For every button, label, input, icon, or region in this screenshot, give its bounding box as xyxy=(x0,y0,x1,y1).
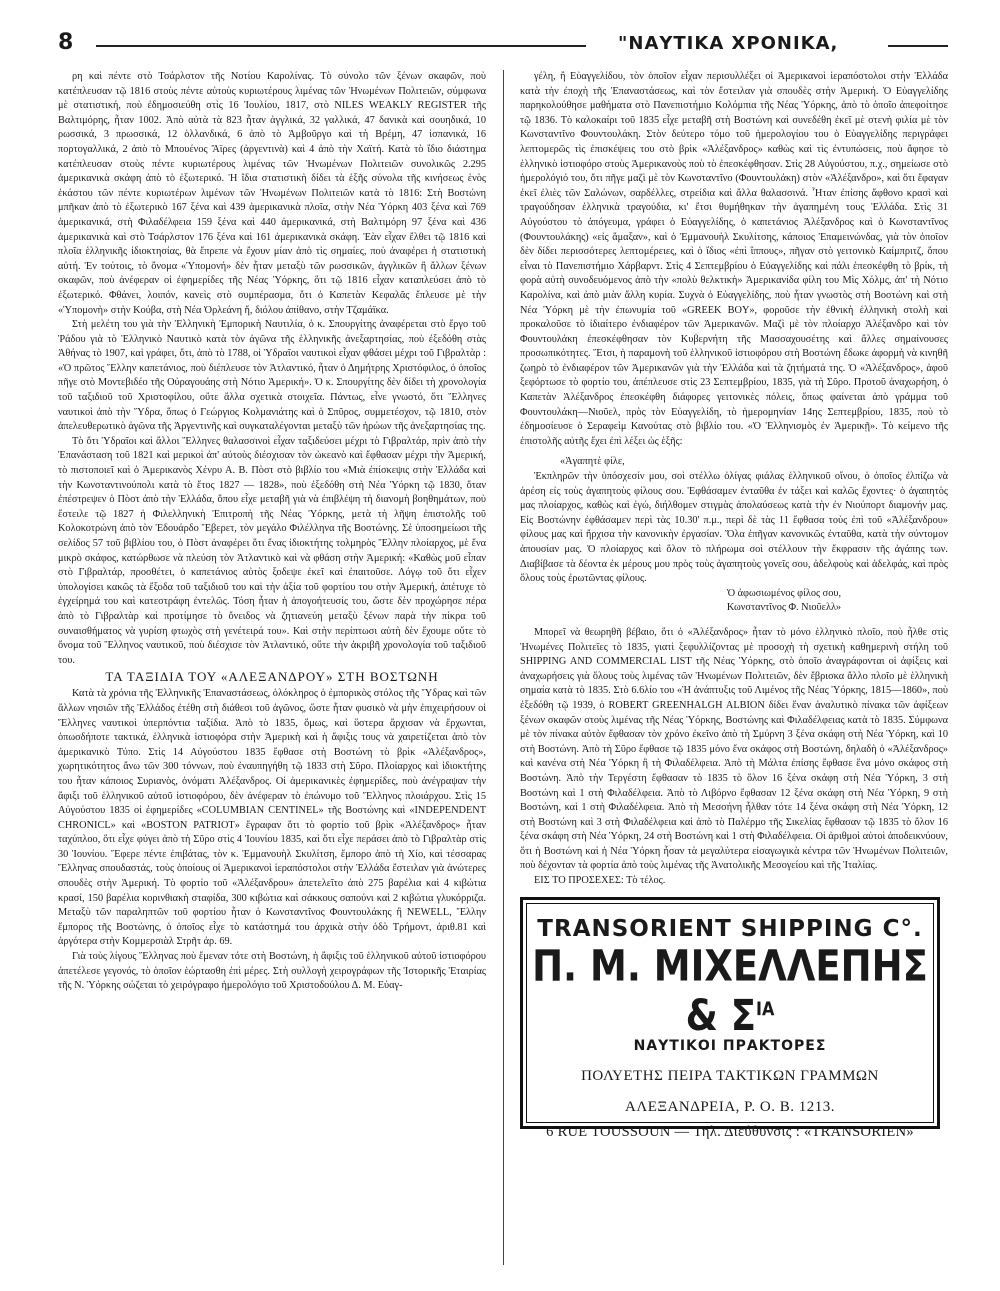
letter-greeting: «Ἀγαπητὲ φίλε, xyxy=(560,456,625,468)
paragraph: ρη καὶ πέντε στὸ Τσάρλστον τῆς Νοτίου Καρολίνας. Τὸ σύνολο τῶν ξένων σκαφῶν, ποὺ κατέπλευσαν τῷ 1816 στοὺς πέντε αὐτοὺς κυριωτέρους λιμένας τῶν Ἡνωμένων Πολιτειῶν, σύμφωνα μὲ στατιστική, ποὺ ἐδημοσιεύθη στὶς 16 Ἰουλίου, 1817, στὸ NILES WEAKLY REGISTER τῆς Βαλτιμόρης, ἦταν 1002. Ἀπὸ αὐτὰ τὰ 823 ἦταν ἀγγλικά, 32 γαλλικά, 47 δανικὰ καὶ σουηδικά, 10 ρωσσικά, 3 πρωσσικά, 12 ὁλλανδικά, 6 ἀπὸ τὸ Ἀμβοῦργο καὶ τὴ Βρέμη, 47 ἱσπανικά, 16 πορτογαλλικά, 2 ἀπὸ τὸ Μπουένος Ἄϊρες (ἀργεντινὰ) καὶ 4 ἀπὸ τὴν Χαϊτή. Κατὰ τὸ ἴδιο διάστημα κατέπλευσαν στοὺς πέντε κυριωτέρους λιμένας τῶν Ἡνωμένων Πολιτειῶν συνολικῶς 2.295 ἀμερικανικὰ σκάφη ἀπὸ τὸ ἐξωτερικό. Ἡ ἴδια στατιστικὴ δίδει τὰ ἑξῆς σύνολα τῆς κινήσεως ἑνὸς ἑκάστου τῶν πέντε κυριωτέρων λιμένων τῶν Ἡνωμένων Πολιτειῶν κατὰ τὸ 1816: Στὴ Βοστώνη μπῆκαν ἀπὸ τὸ ἐξωτερικὸ 167 ξένα καὶ 439 ἀμερικανικὰ πλοῖα, στὴν Νέα Ὑόρκη 403 ξένα καὶ 769 ἀμερικανικά, στὴ Φιλαδέλφεια 159 ξένα καὶ 440 ἀμερικανικά, στὴ Βαλτιμόρη 97 ξένα καὶ 436 ἀμερικανικὰ καὶ στὸ Τσάρλστον 176 ξένα καὶ 161 ἀμερικανικὰ σκάφη. Ἐὰν εἶχαν ἔλθει τῷ 1816 καὶ πλοῖα ἑλληνικῆς ἰδιοκτησίας, θὰ ἔπρεπε νὰ ἔχουν μίαν ἀπὸ τὶς σημαίες, ποὺ ἀναφέρει ἡ στατιστικὴ αὐτή. Ἐν τούτοις, τὸ ὄνομα «Ὑπομονή» δὲν ἦταν μεταξὺ τῶν ρωσσικῶν, ἀγγλικῶν ἢ ἄλλων ξένων σκαφῶν, ποὺ ἀνέφεραν οἱ ἐφημερίδες τῆς Νέας Ὑόρκης, ὅτι τῷ 1816 εἶχαν καταπλεύσει ἀπὸ τὸ ἐξωτερικό. Φθάνει, λοιπόν, κανεὶς στὸ συμπέρασμα, ὅτι ὁ Καπετὰν Κεφαλᾶς ἔπλευσε μὲ τὴν «Ὑπομονὴ» στὴν Κούβα, στὴ Νέα Ὀρλεάνη ἤ, διόλου ἀπίθανο, στὴν Τζαμάϊκα. xyxy=(58,71,486,316)
advertisement-box xyxy=(520,897,940,1140)
column-divider xyxy=(503,70,504,1265)
article-columns xyxy=(58,70,948,1270)
paragraph: γέλη, ἢ Εὐαγγελίδου, τὸν ὁποῖον εἶχαν περισυλλέξει οἱ Ἀμερικανοὶ ἱεραπόστολοι στὴν Ἑλλάδα κατὰ τὴν ἐποχὴ τῆς Ἐπαναστάσεως, καὶ τὸν ἔστειλαν γιὰ σπουδὲς στὴν Ἀμερική. Ὁ Εὐαγγελίδης παρηκολούθησε μαθήματα στὸ Πανεπιστήμιο Κολόμπια τῆς Νέας Ὑόρκης, ἀπὸ τὸ ὁποῖο ἀπεφοίτησε τῷ 1836. Τὸ καλοκαίρι τοῦ 1835 εἶχε μεταβῆ στὴ Βοστώνη καὶ συνεδέθη ἐκεῖ μὲ στενὴ φιλία μὲ τὸν Κωνσταντῖνο Φουντουλάκη. Στὸν δεύτερο τόμο τοῦ ἡμερολογίου του ὁ Εὐαγγελίδης περιγράφει λεπτομερῶς τὶς ἐπισκέψεις του στὸ βρὶκ «Ἀλέξανδρος» καθὼς καὶ τὶς ἐντυπώσεις, ποὺ ἄφησε τὸ ἑλληνικὸ ἱστιοφόρο στοὺς Ἀμερικανοὺς ποὺ τὸ ἐπεσκέφθησαν. Στὶς 28 Αὐγούστου, π.χ., σημείωσε στὸ ἡμερολόγιό του, ὅτι πῆγε μαζὶ μὲ τὸν Κωνσταντῖνο (Φουντουλάκη) στὸν «Ἀλέξανδρο», καὶ ὅτι ἔφαγαν ἐκεῖ ἐλιὲς τῶν Σαλώνων, σαρδέλλες, στρείδια καὶ ἄλλα θαλασσινά. Ἦταν ἐπίσης ἄφθονο κρασὶ καὶ τραγούδησαν ἑλληνικὰ τραγούδια, κι' ἔτσι θυμήθηκαν τὴν ἀγαπημένη τους Ἑλλάδα. Στὶς 31 Αὐγούστου τὸ ἀπόγευμα, γράφει ὁ Εὐαγγελίδης, ὁ καπετάνιος Ἀλέξανδρος καὶ ὁ Κωνσταντῖνος (Φουντουλάκης) «εἰς ἅμαξαν», καὶ ὁ Ἐμμανουὴλ Σκυλίτσης, κάποιος Ἐπαμεινώνδας, γιὰ τὸν ὁποῖον δὲν δίδει περισσότερες λεπτομέρειες, καὶ ὁ ἴδιος «ἐπὶ ἵππους», πῆγαν στὸ γειτονικὸ Καίμπριτζ, ὅπου εἶναι τὸ Πανεπιστήμιο Χάρβαρντ. Στὶς 4 Σεπτεμβρίου ὁ Εὐαγγελίδης καὶ πάλι ἐπεσκέφθη τὸ βρίκ, τὴ φορὰ αὐτὴ συνοδευόμενος ἀπὸ τὴν «πολὺ θελκτικὴ» Ἀμερικανίδα φίλη του Μὶς Χόλμς, ἀπ' τὴ Νότιο Καρολίνα, καὶ ἀπὸ μιὰν ἄλλη κυρία. Συχνὰ ὁ Εὐαγγελίδης, ποὺ ἦταν γνωστὸς στὴ Βοστώνη καὶ στὴ Νέα Ὑόρκη μὲ τὴν ἐπωνυμία τοῦ «GREEK BOY», φοροῦσε τὴν ἐθνικὴ ἑλληνικὴ στολὴ καὶ προκαλοῦσε τὸ ἰδιαίτερο ἐνδιαφέρον τῶν Ἀμερικανῶν. Μαζὶ μὲ τὸν πλοίαρχο Ἀλέξανδρο καὶ τὸν Φουντουλάκη ἐπεσκέφθησαν τὸν Κυβερνήτη τῆς Μασσαχουσέτης καὶ ἄλλες σημαίνουσες προσωπικότητες. Ἔτσι, ἡ παραμονὴ τοῦ ἑλληνικοῦ ἱστιοφόρου στὴ Βοστώνη ἔδωκε ἀφορμὴ νὰ κινηθῆ ζωηρὸ τὸ ἐνδιαφέρον τῶν Ἀμερικανῶν γιὰ τὴν Ἑλλάδα καὶ τὰ ζητήματά της. Ὁ «Ἀλέξανδρος», ἀφοῦ ξεφόρτωσε τὸ φορτίο του, ἀπέπλευσε στὶς 23 Σεπτεμβρίου, 1835, γιὰ τὴ Σῦρο. Προτοῦ ἀναχωρήση, ὁ Καπετὰν Ἀλέξανδρος ἐπεσκέφθη διάφορες γειτονικὲς πόλεις, ὅπως φαίνεται ἀπὸ γράμμα τοῦ Φουντουλάκη—Νιοῦελ, πρὸς τὸν Εὐαγγελίδη, τὸ ἡμερομηνίαν 14ης Σεπτεμβρίου, 1835, ποὺ τὸ ἐδημοσίευσε ὁ Σεραφεὶμ Κανούτας στὸ βιβλίο του. «Ὁ Ἑλληνισμὸς ἐν Ἀμερικῇ». Τὸ κείμενο τῆς ἐπιστολῆς αὐτῆς ἔχει ἐπὶ λέξει ὡς ἑξῆς: xyxy=(520,71,948,447)
page-header xyxy=(58,30,948,64)
right-column xyxy=(520,70,948,1270)
newspaper-page xyxy=(58,30,948,1270)
ad-address: ΑΛΕΞΑΝΔΡΕΙΑ, Ρ. Ο. Β. 1213. xyxy=(625,1098,835,1115)
left-column xyxy=(58,70,486,1270)
ad-subtitle: ΝΑΥΤΙΚΟΙ ΠΡΑΚΤΟΡΕΣ xyxy=(633,1037,827,1054)
paragraph: Στὴ μελέτη του γιὰ τὴν Ἑλληνικὴ Ἐμπορικὴ Ναυτιλία, ὁ κ. Σπουργίτης ἀναφέρεται στὸ ἔργο τοῦ Ῥάδου γιὰ τὸ Ἑλληνικὸ Ναυτικὸ κατὰ τὸν ἀγῶνα τῆς ἑλληνικῆς ἀνεξαρτησίας, ποὺ ἐξεδόθη στὰς Ἀθήνας τὸ 1907, καὶ γράφει, ὅτι, ἀπὸ τὸ 1788, οἱ Ὑδραῖοι ναυτικοὶ εἶχαν φθάσει μέχρι τοῦ Γιβραλτὰρ : «Ὁ πρῶτος Ἕλλην καπετάνιος, ποὺ διέπλευσε τὸν Ἀτλαντικό, ἦταν ὁ Δημήτρης Χριστόφιλος, ὁ ὁποῖος πῆγε στὸ Μοντεβιδέο τῆς Οὐραγουάης στὴ Νότιο Ἀμερική». Ὁ κ. Σπουργίτης δὲν δίδει τὴ χρονολογία τοῦ ταξιδιοῦ τοῦ Χριστοφίλου, οὔτε ἄλλα σχετικὰ στοιχεῖα. Πάντως, εἶνε γνωστό, ὅτι Ἕλληνες ναυτικοὶ ἀπὸ τὴν Ὕδρα, ὅπως ὁ Γεώργιος Κολμανιάτης καὶ ὁ Σπῦρος, συμμετέσχον, τῷ 1810, στὸν ἀπελευθερωτικὸ ἀγῶνα τῆς Ἀργεντινῆς καὶ συγκαταλέγονται μεταξὺ τῶν ἡρώων τῆς ἀνεξαρτησίας της. xyxy=(58,319,486,433)
letter-body: Ἐκπληρῶν τὴν ὑπόσχεσίν μου, σοὶ στέλλω ὀλίγας φιάλας ἑλληνικοῦ οἴνου, ὁ ὁποῖος ἐλπίζω νὰ ἀρέση εἰς τοὺς ἀγαπητοὺς φίλους σου. Ἐφθάσαμεν ἐνταῦθα ἐν τάξει καὶ καλῶς ἔχοντες· ὁ ἀγαπητὸς μας πλοίαρχος, καθὼς καὶ ἐγώ, διήλθομεν στιγμὰς ἀπολαύσεως κατὰ τὴν ἐν Νιούπορτ διαμονήν μας. Εἰς Βοστώνην ἐφθάσαμεν περὶ τὰς 10.30' π.μ., περὶ δὲ τὰς 11 ἔφθασα τοὺς ἐπὶ τοῦ «Ἀλέξανδρου» φίλους μας καὶ ἤρχισα τὴν κανονικὴν ἐργασίαν. Ὅλα ἐπῆγαν κανονικῶς ἐνταῦθα, κατὰ τὴν σύντομον ἀπουσίαν μας. Ὁ πλοίαρχος καὶ ὅλον τὸ πλήρωμα σοὶ στέλλουν τὴν ἔκφρασιν τῆς ἀγάπης των. Διαβίβασε τὰ δέοντα ἐκ μέρους μου πρὸς τοὺς ἀγαπητοὺς γονεῖς σου, ἀδελφοὺς καὶ ἀδελφάς, καὶ πρὸς ὅλους τοὺς ἐρωτῶντας φίλους. xyxy=(520,471,948,585)
paragraph: Κατὰ τὰ χρόνια τῆς Ἑλληνικῆς Ἐπαναστάσεως, ὁλόκληρος ὁ ἐμπορικὸς στόλος τῆς Ὕδρας καὶ τῶν ἄλλων νησιῶν τῆς Ἑλλάδος ἐτέθη στὴ διάθεσι τοῦ ἀγῶνος, ὥστε ἦταν φυσικὸ νὰ μὴν ἐπιχειρήσουν οἱ Ἕλληνες ναυτικοὶ ὑπερπόντια ταξίδια. Ἀπὸ τὸ 1835, ὅμως, καὶ ὕστερα ἄρχισαν νὰ ἔρχωνται, ὁπωσδήποτε τακτικά, ἑλληνικὰ ἱστιοφόρα στὴν Ἀμερικὴ καὶ ἡ ἄφιξις τους νὰ χαιρετίζεται ἀπὸ τὸν ἀμερικανικὸ Τύπο. Στὶς 14 Αὐγούστου 1835 ἔφθασε στὴ Βοστώνη τὸ βρὶκ «Ἀλέξανδρος», χωρητικότητος ἄνω τῶν 300 τόννων, ποὺ ἐναυπηγήθη τῷ 1833 στὴ Σῦρο. Πλοίαρχος καὶ ἰδιοκτήτης του ἦταν κάποιος Συριανὸς, ὀνόματι Ἀλέξανδρος. Οἱ ἀμερικανικὲς ἐφημερίδες, ποὺ ἀνέγραψαν τὴν ἄφιξι τοῦ ἑλληνικοῦ αὐτοῦ ἱστιοφόρου, δὲν ἀνέφεραν τὸ ἐπώνυμο τοῦ Ἕλληνος πλοιάρχου. Στὶς 15 Αὐγούστου 1835 οἱ ἐφημερίδες «COLUMBIAN CENTINEL» τῆς Βοστώνης καὶ «INDEPENDENT CHRONICL» καὶ «BOSTON PATRIOT» ἔγραφαν ὅτι τὸ φορτίο τοῦ βρὶκ «Ἀλέξανδρος» ἦταν ταχύπλοο, ὅτι εἶχε φύγει ἀπὸ τὴ Σῦρο στὶς 4 Ἰουνίου 1835, καὶ ὅτι εἶχε περάσει ἀπὸ τὸ Γιβραλτὰρ στὶς 30 Ἰουνίου. Ἔφερε πέντε ἐπιβάτας, τὸν κ. Ἐμμανουὴλ Σκυλίτση, ἔμπορο ἀπὸ τὴ Χίο, καὶ τέσσαρας Ἕλληνας σπουδαστάς, τοὺς ὁποίους οἱ Ἀμερικανοὶ ἱεραπόστολοι στὴν Ἑλλάδα ἔστειλαν γιὰ ἀνώτερες σπουδὲς στὴν Ἀμερική. Τὸ φορτίο τοῦ «Ἀλέξανδρου» ἀπετελεῖτο ἀπὸ 275 βαρέλια καὶ 4 κιβώτια κρασί, 150 βαρέλια κορινθιακὴ σταφίδα, 300 κιβώτια καὶ σάκκους σαπούνι καὶ 2 κιβώτια γλυκόρριζα. Μεταξὺ τῶν παραληπτῶν τοῦ φορτίου ἦταν ὁ Κωνσταντῖνος Φουντουλάκης ἢ NEWELL, Ἕλλην ἔμπορος τῆς Βοστώνης, ὁ ὁποῖος εἶχε τὸ κατάστημά του ἀρχικὰ στὴν ὁδὸ Τρήμοντ, ἀριθ.81 καὶ ἀργότερα στὴν Κομμερσιὰλ Στρῆτ ἀρ. 69. xyxy=(58,688,486,948)
running-title: "ΝΑΥΤΙΚΑ ΧΡΟΝΙΚΑ, xyxy=(618,33,839,54)
paragraph: Μπορεῖ νὰ θεωρηθῆ βέβαιο, ὅτι ὁ «Ἀλέξανδρος» ἦταν τὸ μόνο ἑλληνικὸ πλοῖο, ποὺ ἦλθε στὶς Ἡνωμένες Πολιτεῖες τὸ 1835, γιατὶ ξεφυλλίζοντας μὲ προσοχὴ τὴ σχετικὴ καθημερινὴ στήλη τοῦ SHIPPING AND COMMERCIAL LIST τῆς Νέας Ὑόρκης, στὸ ὁποῖο ἀναγράφονται οἱ ἀφίξεις καὶ ἀναχωρήσεις γιὰ ὅλους τοὺς λιμένας τῶν Ἡνωμένων Πολιτειῶν, δὲν ἔβρισκα ἄλλο πλοῖο μὲ ἑλληνικὴ σημαία κατὰ τὸ 1835. Στὸ 6.6λίο του «Ἡ ἀνάπτυξις τοῦ Λιμένος τῆς Νέας Ὑόρκης, 1815—1860», ποὺ ἐξεδόθη τῷ 1939, ὁ ROBERT GREENHALGH ALBION δίδει ἕναν ἀναλυτικὸ πίνακα τῶν ἀφίξεων ξένων σκαφῶν στοὺς λιμένας τῆς Νέας Ὑόρκης, Βοστώνης καὶ Φιλαδέλφειας κατὰ τὸ 1835. Σύμφωνα μὲ τὸν πίνακα αὐτὸν ἔφθασαν τὸν χρόνο ἐκεῖνο ἀπὸ τὴ Σμύρνη 3 ξένα σκάφη στὴ Νέα Ὑόρκη, καὶ 10 στὴ Βοστώνη. Ἀπὸ τὴ Σῦρο ἔφθασε τῷ 1835 μόνο ἕνα σκάφος στὴ Βοστώνη, δηλαδὴ ὁ «Ἀλέξανδρος» καὶ κανένα στὴ Νέα Ὑόρκη ἢ τὴ Φιλαδέλφεια. Ἀπὸ τὴ Μάλτα ἐπίσης ἔφθασε ἕνα μόνο σκάφος στὴ Βοστώνη. Ἀπὸ τὴν Τεργέστη ἔφθασαν τὸ 1835 τὸ ὅλον 16 ξένα σκάφη στὴ Νέα Ὑόρκη, 3 στὴ Βοστώνη καὶ 1 στὴ Φιλαδέλφεια. Ἀπὸ τὸ Λιβόρνο ἔφθασαν 12 ξένα σκάφη στὴ Νέα Ὑόρκη, 9 στὴ Βοστώνη, καὶ 1 στὴ Φιλαδέλφεια. Ἀπὸ τὴ Μεσσήνη ἦλθαν τότε 14 ξένα σκάφη στὴ Νέα Ὑόρκη, 12 στὴ Βοστώνη καὶ 3 στὴ Φιλαδέλφεια καὶ ἀπὸ τὸ Παλέρμο τῆς Σικελίας ἔφθασαν τῷ 1835 τὸ ὅλον 16 ξένα σκάφη στὴ Νέα Ὑόρκη, 24 στὴ Βοστώνη καὶ 1 στὴ Φιλαδέλφεια. Οἱ ἀριθμοὶ αὐτοὶ ἀποδεικνύουν, ὅτι ἡ Βοστώνη καὶ ἡ Νέα Ὑόρκη ἦσαν τὰ μεγαλύτερα εἰσαγωγικὰ κέντρα τῶν Ἡνωμένων Πολιτειῶν, ποὺ δέχονταν τὰ φορτία ἀπὸ τοὺς λιμένας τῆς Ἀνατολικῆς Μεσογείου καὶ τῆς Ἰταλίας. xyxy=(520,626,948,872)
ad-agency-name xyxy=(523,941,937,1040)
page-number: 8 xyxy=(58,30,74,55)
ad-contact: 6 RUE TOUSSOUN — Τηλ. Διεύθυνσις : «TRANSORIEN» xyxy=(546,1123,914,1140)
to-be-continued: ΕΙΣ ΤΟ ΠΡΟΣΕΧΕΣ: Τὸ τέλος. xyxy=(534,875,666,887)
letter-closing: Ὁ ἀφωσιωμένος φίλος σου, xyxy=(726,587,842,599)
header-rule-right xyxy=(888,45,948,47)
ad-agency-sup: ΙΑ xyxy=(756,997,775,1020)
letter-signature: Κωνσταντῖνος Φ. Νιοῦελλ» xyxy=(726,602,842,614)
ad-agency-text: Π. Μ. ΜΙΧΕΛΛΕΠΗΣ & Σ xyxy=(532,941,928,1041)
paragraph: Γιὰ τοὺς λίγους Ἕλληνας ποὺ ἔμεναν τότε στὴ Βοστώνη, ἡ ἄφιξις τοῦ ἑλληνικοῦ αὐτοῦ ἱστιοφόρου ἀπετέλεσε γεγονός, τὸ ὁποῖον ἑώρτασθη ἐπὶ μέρες. Στὴ συλλογὴ χειρογράφων τῆς Ἱστορικῆς Ἑταιρίας τῆς Ν. Ὑόρκης σώζεται τὸ χειρόγραφο ἡμερολόγιο τοῦ Χριστοδούλου Δ. Μ. Εὐαγ- xyxy=(58,951,486,992)
quoted-letter xyxy=(520,455,948,616)
ad-company-name: TRANSORIENT SHIPPING C°. xyxy=(537,915,923,942)
header-rule-left xyxy=(96,45,586,47)
ad-tagline: ΠΟΛΥΕΤΗΣ ΠΕΙΡΑ ΤΑΚΤΙΚΩΝ ΓΡΑΜΜΩΝ xyxy=(581,1067,879,1084)
paragraph: Τὸ ὅτι Ὑδραῖοι καὶ ἄλλοι Ἕλληνες θαλασσινοὶ εἶχαν ταξιδεύσει μέχρι τὸ Γιβραλτάρ, πρὶν ἀπὸ τὴν Ἐπανάσταση τοῦ 1821 καὶ μερικοὶ ἀπ' αὐτοὺς διέσχισαν τὸν ὠκεανὸ καὶ ἔφθασαν μέχρι τὴν Ἀμερική, τὸ πιστοποιεῖ καὶ ὁ Ἀμερικανὸς Χένρυ Α. Β. Πὸστ στὸ βιβλίο του «Μιὰ ἐπίσκεψις στὴν Ἑλλάδα καὶ τὴν Κωνσταντινούπολι κατὰ τὸ ἔτος 1827 — 1828», ποὺ ἐξεδόθη στὴ Νέα Ὑόρκη τῷ 1830, ὅταν ἐπέστρεψεν ὁ Πὸστ ἀπὸ τὴν Ἑλλάδα, ὅπου εἶχε μεταβῆ γιὰ νὰ ἐπιβλέψη τὴ διανομὴ βοηθημάτων, ποὺ ἔστειλε τῷ 1827 ἡ Φιλελληνικὴ Ἐπιτροπὴ τῆς Νέας Ὑόρκης, μετὰ τὴ λῆψη ἐπιστολῆς τοῦ Κολοκοτρώνη ἀπὸ τὸν Ἐδουάρδο Ἔβερετ, τὸν μεγάλο Φιλέλληνα τῆς Βοστώνης. Σὲ ὑποσημείωσι τῆς σελίδος 57 τοῦ βιβλίου του, ὁ Πὸστ ἀναφέρει ὅτι ἕνας ἰδιοκτήτης τολμηρὸς Ἕλλην πλοίαρχος, μὲ ἕνα μικρὸ σκάφος, κατώρθωσε νὰ πλεύση τὸν Ἀτλαντικὸ καὶ νὰ φθάση στὴν Ἀμερική: «Καθὼς μοῦ εἶπαν στὸ Γιβραλτάρ, προσθέτει, ὁ καπετάνιος αὐτὸς ξοδεψε ἐκεῖ καὶ ἐπαιτοῦσε. Λόγῳ τοῦ ὅτι εἶχεν ὑπολογίσει κακῶς τὰ ἔξοδα τοῦ ταξιδιοῦ του καὶ τὴν ἀξία τοῦ φορτίου του στὴν Ἀμερική, ἀπέτυχε τὸ ἐγχείρημά του καὶ κατεστράφη ἐντελῶς. Τόση ἦταν ἡ ἀπογοήτευσίς του, ὥστε δὲν προχώρησε πέρα ἀπὸ τὸ Γιβραλτὰρ καὶ προτίμησε τὸ ὄνειδος νὰ ζητιανεύη μεταξὺ ξένων παρὰ τὴν πίκρα τοῦ συναισθήματος νὰ γυρίση φτωχὸς στὴ γενέτειρά του». Καὶ στὴν περίπτωσι αὐτὴ δὲν ἔχουμε οὔτε τὸ ὄνομα τοῦ Ἕλληνος ναυτικοῦ, ποὺ διέσχισε τὸν Ἀτλαντικό, οὔτε τὴν ἀκριβῆ χρονολογία τοῦ ταξιδιοῦ του. xyxy=(58,435,486,666)
section-heading: ΤΑ ΤΑΞΙΔΙΑ ΤΟΥ «ΑΛΕΞΑΝΔΡΟΥ» ΣΤΗ ΒΟΣΤΩΝΗ xyxy=(105,669,439,685)
